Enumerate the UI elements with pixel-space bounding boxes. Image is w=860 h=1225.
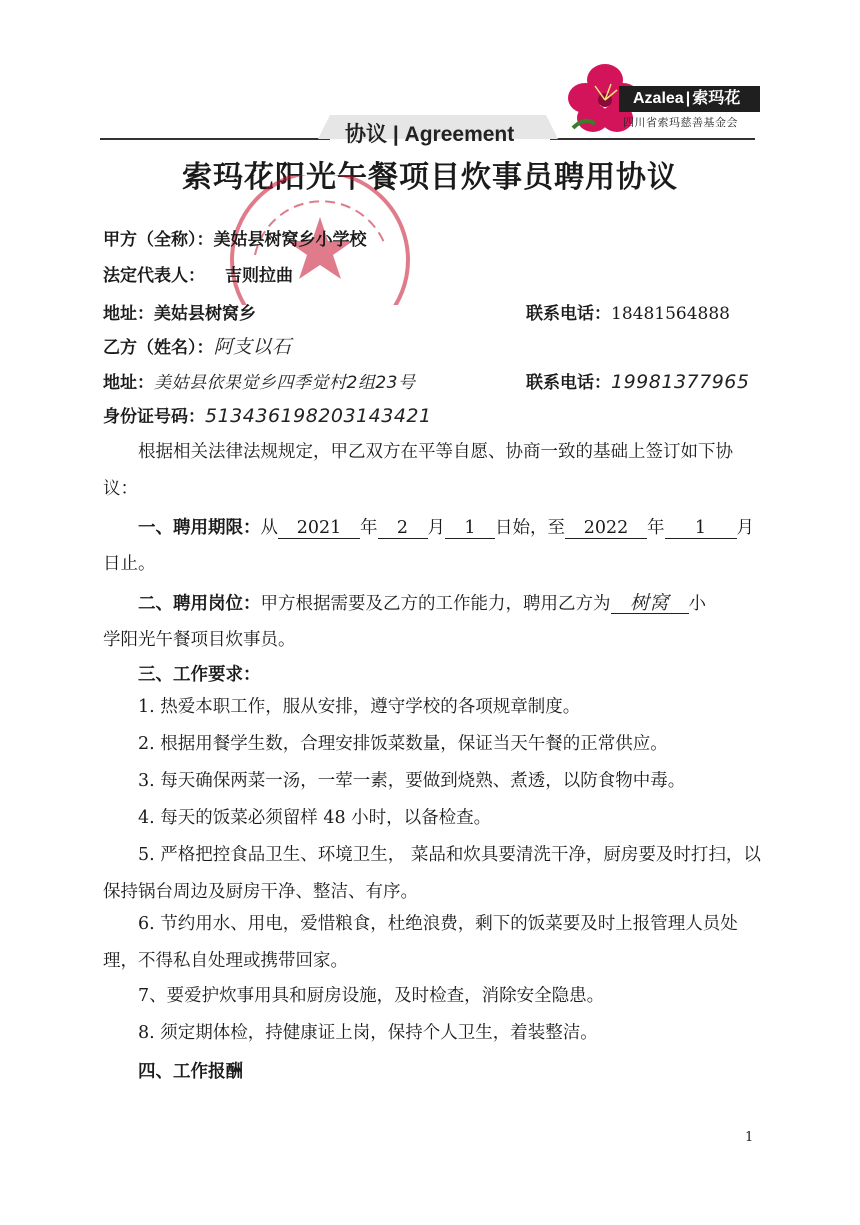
term-end-month-unit: 月 [736, 518, 754, 538]
term-end-year: 2022 [565, 518, 647, 539]
requirement-item: 4. 每天的饭菜必须留样 48 小时，以备检查。 [138, 808, 492, 828]
party-a-rep-label: 法定代表人： [103, 266, 205, 286]
term-label: 一、聘用期限： [138, 518, 261, 538]
party-a-representative [103, 261, 293, 286]
party-b-name-label: 乙方（姓名）： [103, 338, 214, 358]
requirement-item: 5. 严格把控食品卫生、环境卫生， 菜品和炊具要清洗干净，厨房要及时打扫，以保持锅台周边及厨房干净、整洁、有序。 [103, 845, 761, 902]
header-rule-left [100, 138, 330, 140]
party-b-id-value: 513436198203143421 [205, 405, 432, 427]
party-a-rep-value: 吉则拉曲 [225, 266, 293, 286]
logo-cn-text: 索玛花 [692, 90, 741, 107]
page-number: 1 [745, 1130, 754, 1145]
party-a-phone [526, 299, 730, 324]
position-label: 二、聘用岗位： [138, 594, 261, 614]
party-b-addr-value: 美姑县依果觉乡四季觉村2组23号 [154, 373, 416, 393]
requirement-item: 2. 根据用餐学生数，合理安排饭菜数量，保证当天午餐的正常供应。 [138, 734, 668, 754]
term-year-unit-2: 年 [647, 518, 665, 538]
agreement-label: 协议 | Agreement [345, 123, 515, 146]
position-text: 甲方根据需要及乙方的工作能力，聘用乙方为 [260, 594, 611, 614]
intro-paragraph: 根据相关法律法规规定，甲乙双方在平等自愿、协商一致的基础上签订如下协议： [103, 442, 733, 499]
term-start-year: 2021 [278, 518, 360, 539]
header-rule-right [550, 138, 755, 140]
logo-wordmark: Azalea | 索玛花 [619, 86, 760, 112]
term-start-day: 1 [445, 518, 495, 539]
term-end-month: 1 [665, 518, 737, 539]
term-line [138, 514, 754, 539]
party-a-name-value: 美姑县树窝乡小学校 [213, 230, 367, 250]
requirement-item: 6. 节约用水、用电，爱惜粮食，杜绝浪费，剩下的饭菜要及时上报管理人员处理，不得私自处理或携带回家。 [103, 914, 738, 971]
party-b-phone-value: 19981377965 [611, 371, 750, 393]
logo-subtitle: 四川省索玛慈善基金会 [623, 116, 738, 129]
position-line [138, 590, 706, 615]
party-a-addr-label: 地址： [103, 304, 154, 324]
party-b-name-value: 阿支以石 [213, 336, 292, 358]
term-month-unit: 月 [427, 518, 445, 538]
position-school: 树窝 [611, 593, 689, 614]
position-text-after: 小 [688, 594, 706, 614]
party-b-phone [526, 368, 749, 393]
logo-en-text: Azalea [633, 90, 684, 107]
position-line-2: 学阳光午餐项目炊事员。 [103, 630, 296, 650]
term-day-start: 日始，至 [495, 518, 565, 538]
requirement-item: 3. 每天确保两菜一汤，一荤一素，要做到烧熟、煮透，以防食物中毒。 [138, 771, 686, 791]
term-year-unit: 年 [360, 518, 378, 538]
requirement-item: 8. 须定期体检，持健康证上岗，保持个人卫生，着装整洁。 [138, 1023, 598, 1043]
term-end-line: 日止。 [103, 554, 156, 574]
term-start-month: 2 [378, 518, 428, 539]
term-from: 从 [260, 518, 278, 538]
party-b-phone-label: 联系电话： [526, 373, 611, 393]
party-b-name [103, 332, 292, 359]
party-a-name [103, 225, 367, 250]
pay-heading: 四、工作报酬 [138, 1062, 243, 1082]
party-a-address [103, 299, 256, 324]
requirement-item: 1. 热爱本职工作，服从安排，遵守学校的各项规章制度。 [138, 697, 581, 717]
party-b-addr-label: 地址： [103, 373, 154, 393]
requirements-heading: 三、工作要求： [138, 665, 261, 685]
party-b-id [103, 402, 432, 427]
party-b-address [103, 368, 415, 393]
foundation-logo [565, 58, 760, 138]
party-a-addr-value: 美姑县树窝乡 [154, 304, 256, 324]
party-a-name-label: 甲方（全称）： [103, 230, 214, 250]
requirement-item: 7、要爱护炊事用具和厨房设施，及时检查，消除安全隐患。 [138, 986, 605, 1006]
party-b-id-label: 身份证号码： [103, 407, 205, 427]
page-title: 索玛花阳光午餐项目炊事员聘用协议 [182, 160, 678, 195]
party-a-phone-value: 18481564888 [611, 304, 730, 324]
party-a-phone-label: 联系电话： [526, 304, 611, 324]
